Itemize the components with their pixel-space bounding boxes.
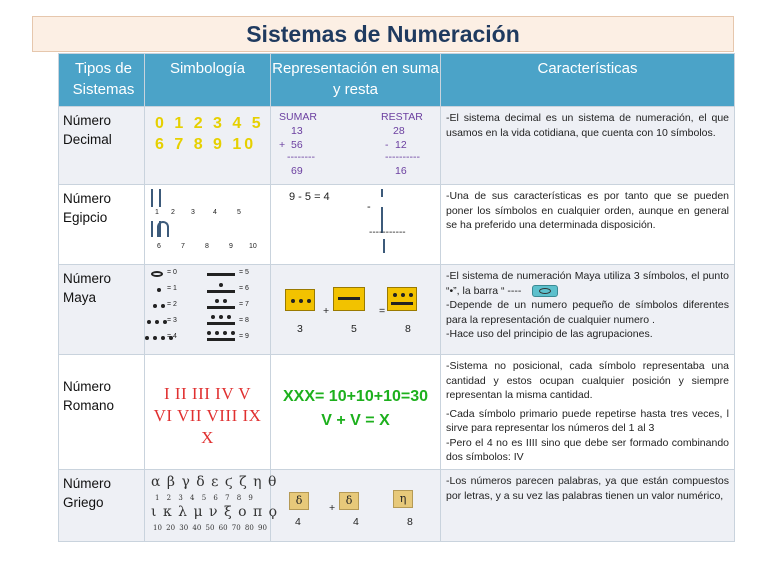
maya-desc [441, 265, 734, 346]
maya-desc-1: -El sistema de numeración Maya utiliza 3 símbolos, el punto “•”, la barra “ ---- [446, 270, 729, 297]
griego-num-b: 4 [353, 516, 359, 528]
egipcio-operation [271, 185, 440, 263]
griego-operation [271, 470, 440, 540]
decimal-name: Número Decimal [63, 113, 112, 147]
egipcio-minus: - [367, 201, 371, 213]
egy-num-6: 6 [157, 243, 161, 250]
sum-result: 69 [291, 165, 303, 177]
romano-desc-2: -Cada símbolo primario puede repetirse hasta tres veces, l sirve para representar los números del 1 al 3 [446, 407, 729, 434]
romano-symbols [145, 355, 270, 449]
romano-desc [441, 355, 734, 469]
egy-num-2: 2 [171, 209, 175, 216]
romano-symbols-row2: VI VII VIII IX [153, 406, 262, 425]
maya-symbol-table [145, 265, 270, 353]
row-egipcio [59, 185, 735, 265]
egy-num-10: 10 [249, 243, 257, 250]
res-result: 16 [395, 165, 407, 177]
romano-operation [271, 355, 440, 433]
maya-label-8: = 8 [239, 317, 249, 324]
maya-label-1: = 1 [167, 285, 177, 292]
maya-name: Número Maya [63, 271, 112, 305]
maya-label-4: = 4 [167, 333, 177, 340]
maya-label-7: = 7 [239, 301, 249, 308]
romano-symbols-row3: X [201, 428, 214, 447]
maya-operation [271, 265, 440, 353]
header-tipos: Tipos de Sistemas [59, 54, 145, 107]
maya-label-6: = 6 [239, 285, 249, 292]
maya-shell-icon-desc [532, 285, 558, 297]
maya-desc-3: -Hace uso del principio de las agrupaciones. [446, 328, 653, 340]
griego-letters-row2: ι κ λ μ ν ξ ο π ϙ [151, 504, 279, 520]
griego-num-a: 4 [295, 516, 301, 528]
egipcio-line: ----------- [369, 227, 406, 238]
egyptian-strokes-row2 [151, 221, 263, 243]
maya-num-b: 5 [351, 323, 357, 335]
header-representacion: Representación en suma y resta [271, 54, 441, 107]
maya-eight-glyph [387, 287, 417, 311]
griego-tile-c: η [393, 490, 413, 508]
sum-plus: + [279, 139, 286, 151]
header-caracteristicas: Características [441, 54, 735, 107]
decimal-desc: -El sistema decimal es un sistema de numeración, el que usamos en la vida cotidiana, que cuenta con 10 símbolos. [446, 112, 729, 139]
maya-label-9: = 9 [239, 333, 249, 340]
maya-plus: + [323, 305, 330, 317]
res-line: ---------- [385, 151, 420, 163]
maya-label-3: = 3 [167, 317, 177, 324]
maya-three-glyph [285, 289, 315, 311]
maya-label-2: = 2 [167, 301, 177, 308]
egy-num-7: 7 [181, 243, 185, 250]
header-row [59, 54, 735, 107]
romano-symbols-row1: I II III IV V [163, 384, 252, 403]
maya-five-glyph [333, 287, 365, 311]
egy-num-3: 3 [191, 209, 195, 216]
row-griego [59, 470, 735, 542]
restar-label: RESTAR [381, 111, 423, 123]
sum-line: -------- [287, 151, 315, 163]
griego-nums-row1: 1 2 3 4 5 6 7 8 9 [155, 494, 253, 502]
sumar-label: SUMAR [279, 111, 317, 123]
egipcio-desc: -Una de sus características es por tanto que se pueden poner los símbolos en cualquier orden, aunque en general se ha preferido una determinada disposición. [446, 190, 729, 231]
egy-num-8: 8 [205, 243, 209, 250]
griego-plus: + [329, 502, 336, 514]
maya-num-a: 3 [297, 323, 303, 335]
griego-tile-a: δ [289, 492, 309, 510]
egy-num-5: 5 [237, 209, 241, 216]
griego-desc: -Los números parecen palabras, ya que están compuestos por letras, y a su vez las palabras tienen un valor numérico, [446, 475, 729, 502]
decimal-digits-row2: 6 7 8 9 10 [155, 136, 257, 153]
maya-label-5: = 5 [239, 269, 249, 276]
griego-num-c: 8 [407, 516, 413, 528]
decimal-digits [145, 107, 270, 155]
res-minus: - [385, 139, 389, 151]
griego-name: Número Griego [63, 476, 112, 510]
decimal-sum-subtract [271, 107, 440, 181]
romano-eq1: XXX= 10+10+10=30 [282, 388, 429, 405]
egipcio-symbol-table [145, 185, 270, 263]
row-maya [59, 265, 735, 355]
egy-num-4: 4 [213, 209, 217, 216]
egy-num-9: 9 [229, 243, 233, 250]
header-simbologia: Simbología [145, 54, 271, 107]
sum-b: 56 [291, 139, 303, 151]
griego-symbol-table [145, 470, 279, 540]
romano-desc-1: -Sistema no posicional, cada símbolo representaba una cantidad y estos ocupan cualquier posición y siempre representan la misma cantidad. [446, 360, 729, 401]
title-bar [32, 16, 734, 52]
maya-label-0: = 0 [167, 269, 177, 276]
page-title: Sistemas de Numeración [246, 20, 520, 47]
sum-a: 13 [291, 125, 303, 137]
egyptian-heel-icon [157, 221, 169, 237]
romano-name: Número Romano [63, 379, 115, 413]
decimal-digits-row1: 0 1 2 3 4 5 [155, 115, 264, 132]
egy-num-1: 1 [155, 209, 159, 216]
numeration-table [58, 53, 735, 542]
romano-desc-3: -Pero el 4 no es IIII sino que debe ser formado combinando dos símbolos: IV [446, 436, 729, 463]
griego-letters-row1: α β γ δ ε ϛ ζ η θ [151, 474, 278, 490]
res-b: 12 [395, 139, 407, 151]
maya-shell-icon [151, 271, 163, 277]
row-romano [59, 355, 735, 470]
egipcio-equation: 9 - 5 = 4 [289, 191, 330, 203]
romano-eq2: V + V = X [321, 412, 390, 429]
griego-nums-row2: 10 20 30 40 50 60 70 80 90 [153, 524, 267, 532]
row-decimal [59, 107, 735, 185]
maya-equals: = [379, 305, 386, 317]
maya-num-c: 8 [405, 323, 411, 335]
maya-desc-2: -Depende de un numero pequeño de símbolos diferentes para la representación de cualquier numero . [446, 299, 729, 326]
egipcio-name: Número Egipcio [63, 191, 112, 225]
egyptian-strokes-row1 [151, 189, 249, 211]
res-a: 28 [393, 125, 405, 137]
griego-tile-b: δ [339, 492, 359, 510]
